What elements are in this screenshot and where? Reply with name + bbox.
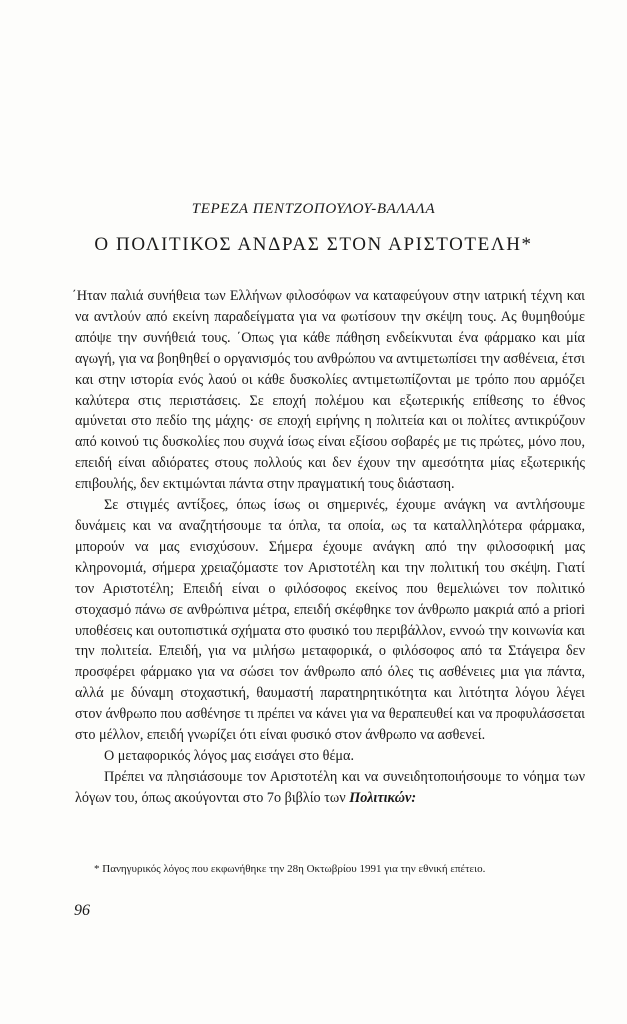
article-body (72, 286, 585, 809)
paragraph-4-emphasis: Πολιτικών: (349, 789, 417, 806)
paragraph-1: ΄Ηταν παλιά συνήθεια των Ελλήνων φιλοσόφων να καταφεύγουν στην ιατρική τέχνη και να αντλούν από εκείνη παραδείγματα για να φωτίσουν την σκέψη τους. Ας θυμηθούμε απόψε την συνήθειά τους. ΄Οπως για κάθε πάθηση ενδείκνυται ένα φάρμακο και μία αγωγή, για να βοηθηθεί ο οργανισμός του ανθρώπου να αντιμετωπίσει την ασθένεια, έτσι και στην ιστορία ενός λαού οι κάθε δυσκολίες αντιμετωπίζονται με τρόπο που αρμόζει καλύτερα στις περιστάσεις. Σε εποχή πολέμου και εξωτερικής επίθεσης το έθνος αμύνεται στο πεδίο της μάχης· σε εποχή ειρήνης η πολιτεία και οι πολίτες αντικρύζουν από κοινού τις δυσκολίες που συχνά ίσως είναι εξίσου σοβαρές με τις πρώτες, μόνο που, επειδή είναι αδιόρατες στους πολλούς και δεν έχουν την αμεσότητα μίας εξωτερικής επιβουλής, δεν εκτιμώνται πάντα στην πραγματική τους διάσταση. (72, 288, 585, 493)
page-number: 96 (74, 902, 90, 919)
paragraph-4 (75, 767, 585, 809)
paragraph-4-text: Πρέπει να πλησιάσουμε τον Αριστοτέλη και να συνειδητοποιήσουμε το νόημα των λόγων του, όπως ακούγονται στο 7ο βιβλίο των (75, 768, 585, 806)
paragraph-2: Σε στιγμές αντίξοες, όπως ίσως οι σημερινές, έχουμε ανάγκη να αντλήσουμε δυνάμεις και να αναζητήσουμε τα όπλα, τα οποία, ως τα καταλληλότερα φάρμακα, μπορούν να μας ενισχύσουν. Σήμερα έχουμε ανάγκη από την φιλοσοφική μας κληρονομιά, σήμερα χρειαζόμαστε τον Αριστοτέλη και την πολιτική του σκέψη. Γιατί τον Αριστοτέλη; Επειδή είναι ο φιλόσοφος εκείνος που θεμελιώνει τον πολιτικό στοχασμό πάνω σε ανθρώπινα μέτρα, επειδή σκέφθηκε τον άνθρωπο μακριά από a priori υποθέσεις και ουτοπιστικά σχήματα στο φυσικό του περιβάλλον, εννοώ την κοινωνία και την πολιτεία. Επειδή, για να μιλήσω μεταφορικά, ο φιλόσοφος από τα Στάγειρα δεν προσφέρει φάρμακο για να σώσει τον άνθρωπο από όλες τις ασθένειες μια για πάντα, αλλά με δύναμη στοχαστική, θαυμαστή παρατηρητικότητα και λιτότητα λόγου λέγει στον άνθρωπο που ασθένησε τι πρέπει να κάνει για να θεραπευθεί και να προφυλάσσεται στο μέλλον, επειδή γνωρίζει ότι είναι φυσικό στον άνθρωπο να ασθενεί. (75, 497, 585, 744)
footnote: * Πανηγυρικός λόγος που εκφωνήθηκε την 28η Οκτωβρίου 1991 για την εθνική επέτειο. (94, 863, 486, 875)
article-title: Ο ΠΟΛΙΤΙΚΟΣ ΑΝΔΡΑΣ ΣΤΟΝ ΑΡΙΣΤΟΤΕΛΗ* (94, 234, 533, 255)
paragraph-3: Ο μεταφορικός λόγος μας εισάγει στο θέμα. (104, 747, 355, 764)
author-name: ΤΕΡΕΖΑ ΠΕΝΤΖΟΠΟΥΛΟΥ-ΒΑΛΑΛΑ (191, 201, 436, 217)
